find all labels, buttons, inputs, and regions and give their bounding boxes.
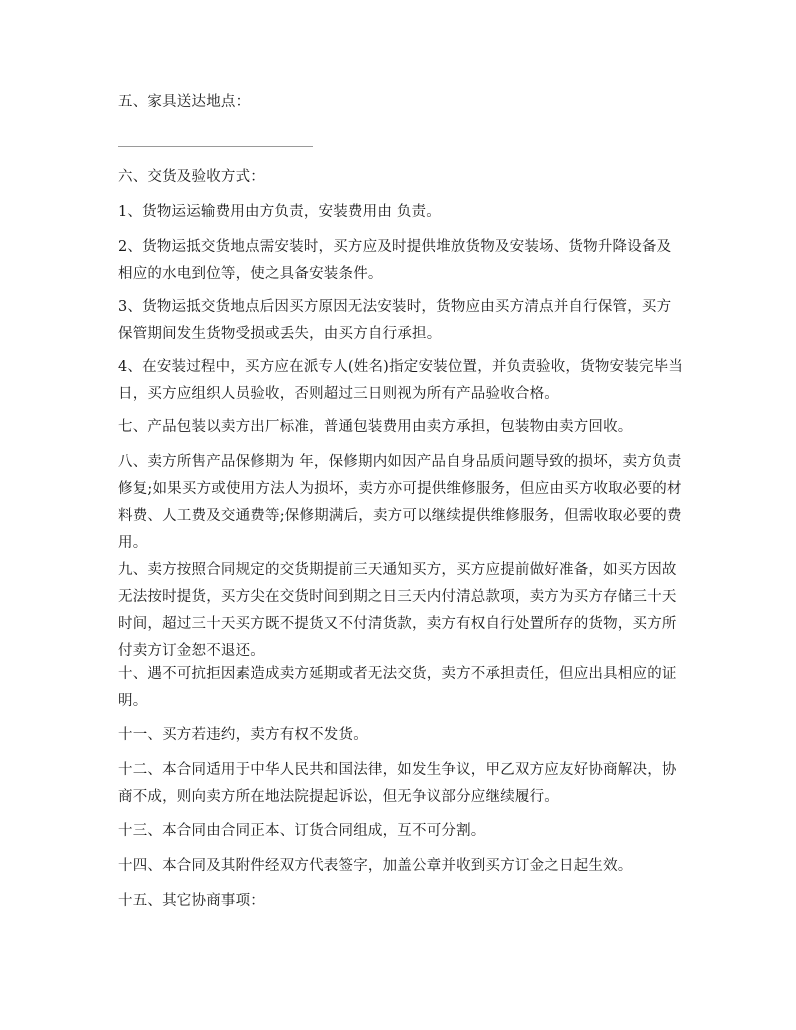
clause-6-1: 1、货物运运输费用由方负责，安装费用由 负责。 [118,204,441,220]
fill-in-blank-line [118,146,313,147]
section-12-governing-law: 十二、本合同适用于中华人民共和国法律，如发生争议，甲乙双方应友好协商解决，协商不成，则向卖方所在地法院提起诉讼，但无争议部分应继续履行。 [118,762,677,805]
section-5-delivery-location: 五、家具送达地点： [118,94,251,110]
section-9-pickup: 九、卖方按照合同规定的交货期提前三天通知买方，买方应提前做好准备，如买方因故无法按时提货，买方尖在交货时间到期之日三天内付清总款项，卖方为买方存储三十天时间，超过三十天买方既不提货又不付清货款，卖方有权自行处置所存的货物，买方所付卖方订金恕不退还。 [118,562,677,659]
clause-6-2: 2、货物运抵交货地点需安装时，买方应及时提供堆放货物及安装场、货物升降设备及相应的水电到位等，使之具备安装条件。 [118,239,672,282]
section-6-delivery-acceptance: 六、交货及验收方式： [118,169,265,185]
clause-6-4: 4、在安装过程中，买方应在派专人(姓名)指定安装位置，并负责验收，货物安装完毕当日，买方应组织人员验收，否则超过三日则视为所有产品验收合格。 [118,359,684,402]
section-15-other-matters: 十五、其它协商事项： [118,893,265,909]
section-13-contract-composition: 十三、本合同由合同正本、订货合同组成，互不可分割。 [118,823,486,839]
section-7-packaging: 七、产品包装以卖方出厂标准，普通包装费用由卖方承担，包装物由卖方回收。 [118,419,633,435]
section-11-breach: 十一、买方若违约，卖方有权不发货。 [118,727,368,743]
section-14-effectiveness: 十四、本合同及其附件经双方代表签字，加盖公章并收到买方订金之日起生效。 [118,858,633,874]
section-10-force-majeure: 十、遇不可抗拒因素造成卖方延期或者无法交货，卖方不承担责任，但应出具相应的证明。 [118,666,677,709]
section-8-warranty: 八、卖方所售产品保修期为 年，保修期内如因产品自身品质问题导致的损坏，卖方负责修复;如果买方或使用方法人为损坏，卖方亦可提供维修服务，但应由买方收取必要的材料费、人工费及交通费等;保修期满后，卖方可以继续提供维修服务，但需收取必要的费用。 [118,454,682,551]
clause-6-3: 3、货物运抵交货地点后因买方原因无法安装时，货物应由买方清点并自行保管，买方保管期间发生货物受损或丢失，由买方自行承担。 [118,299,672,342]
